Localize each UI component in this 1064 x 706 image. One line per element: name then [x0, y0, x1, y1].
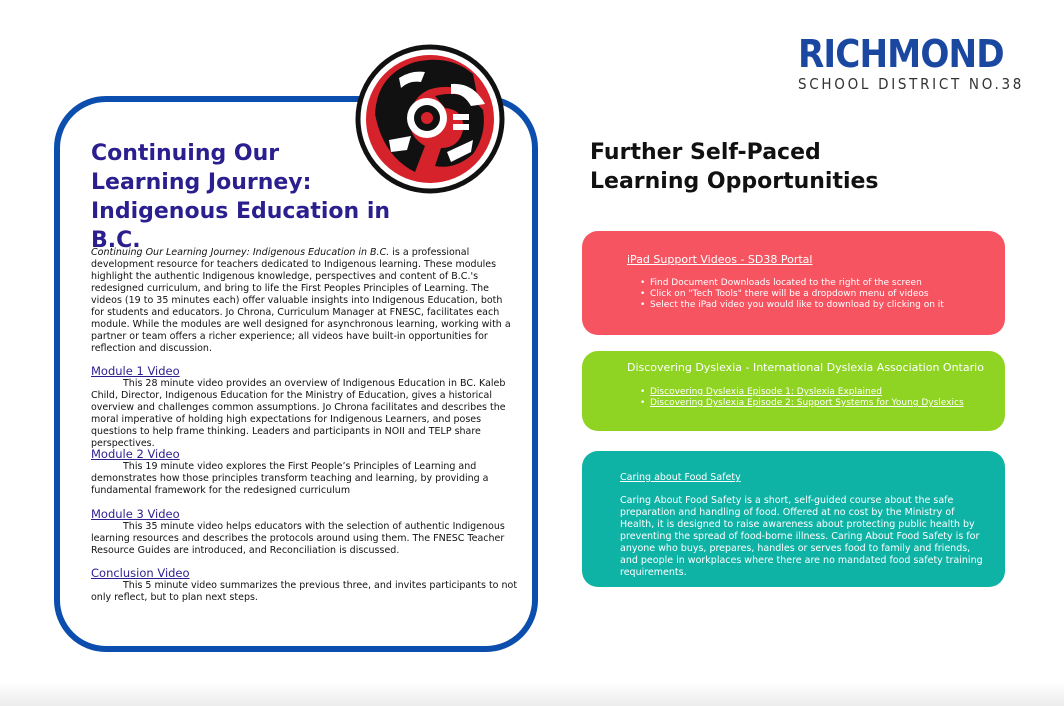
district-name: RICHMOND — [798, 32, 1004, 76]
list-item: • Click on "Tech Tools" there will be a dropdown menu of videos — [640, 289, 944, 300]
module-1-link[interactable]: Module 1 Video — [91, 364, 180, 378]
conclusion-video-desc: This 5 minute video summarizes the previous three, and invites participants to not only reflect, but to plan next steps. — [91, 580, 518, 603]
food-safety-link[interactable]: Caring about Food Safety — [620, 472, 741, 483]
section-title — [590, 138, 879, 196]
dyslexia-card-title: Discovering Dyslexia - International Dyslexia Association Ontario — [627, 361, 984, 374]
section-title-line: Learning Opportunities — [590, 169, 879, 194]
dyslexia-links-list — [640, 387, 964, 409]
food-safety-card — [582, 451, 1005, 587]
list-item: • Select the iPad video you would like to download by clicking on it — [640, 300, 944, 311]
dyslexia-episode-2-link[interactable]: Discovering Dyslexia Episode 2: Support Systems for Young Dyslexics — [650, 398, 964, 408]
district-logo — [798, 34, 1034, 93]
list-item — [640, 398, 964, 409]
module-3-desc: This 35 minute video helps educators with the selection of authentic Indigenous learning resources and describes the protocols around using them. The FNESC Teacher Resource Guides are introduced, and Reconciliation is discussed. — [91, 521, 505, 556]
ipad-support-link[interactable]: iPad Support Videos - SD38 Portal — [627, 253, 813, 266]
module-3-link[interactable]: Module 3 Video — [91, 507, 180, 521]
page-bottom-shade — [0, 682, 1064, 706]
module-2-desc: This 19 minute video explores the First People’s Principles of Learning and demonstrates how those principles transform teaching and learning, by providing a fundamental framework for the redesigned curriculum — [91, 461, 489, 496]
intro-paragraph — [91, 247, 516, 355]
list-item: • Find Document Downloads located to the right of the screen — [640, 278, 944, 289]
page-title — [91, 139, 431, 255]
module-2-link[interactable]: Module 2 Video — [91, 447, 180, 461]
title-line: Continuing Our — [91, 141, 280, 166]
module-1-desc: This 28 minute video provides an overview of Indigenous Education in BC. Kaleb Child, Director, Indigenous Education for the Ministry of Education, gives a historical overview and challenges common assumptions. Jo Chrona facilitates and describes the moral imperative of holding high expectations for Indigenous Learners, and poses questions to help frame thinking. Leaders and participants in NOII and TELP share perspectives. — [91, 378, 506, 449]
ipad-support-card — [582, 231, 1005, 335]
dyslexia-episode-1-link[interactable]: Discovering Dyslexia Episode 1: Dyslexia Explained — [650, 387, 882, 397]
dyslexia-card — [582, 351, 1005, 431]
ipad-instructions-list — [640, 278, 944, 311]
food-safety-text: Caring About Food Safety is a short, self-guided course about the safe preparation and handling of food. Offered at no cost by the Ministry of Health, it is designed to raise awareness about protecting public health by preventing the spread of food-borne illness. Caring About Food Safety is for anyone who buys, prepares, handles or serves food to family and friends, and people in workplaces where there are no mandated food safety training requirements. — [620, 495, 983, 578]
title-line: Indigenous Education in B.C. — [91, 199, 391, 253]
section-title-line: Further Self-Paced — [590, 140, 821, 165]
list-item — [640, 387, 964, 398]
title-line: Learning Journey: — [91, 170, 312, 195]
intro-text: is a professional development resource for teachers dedicated to Indigenous learning. These modules highlight the authentic Indigenous knowledge, perspectives and content of B.C.'s redesigned curriculum, and bring to life the First Peoples Principles of Learning. The videos (19 to 35 minutes each) offer valuable insights into Indigenous Education, both for students and educators. Jo Chrona, Curriculum Manager at FNESC, facilitates each module. While the modules are well designed for asynchronous learning, working with a partner or team offers a richer experience; all videos have built-in opportunities for reflection and discussion. — [91, 247, 511, 354]
conclusion-video-link[interactable]: Conclusion Video — [91, 566, 190, 580]
intro-italic: Continuing Our Learning Journey: Indigenous Education in B.C. — [91, 247, 390, 258]
district-subtitle: SCHOOL DISTRICT NO.38 — [798, 75, 1025, 93]
